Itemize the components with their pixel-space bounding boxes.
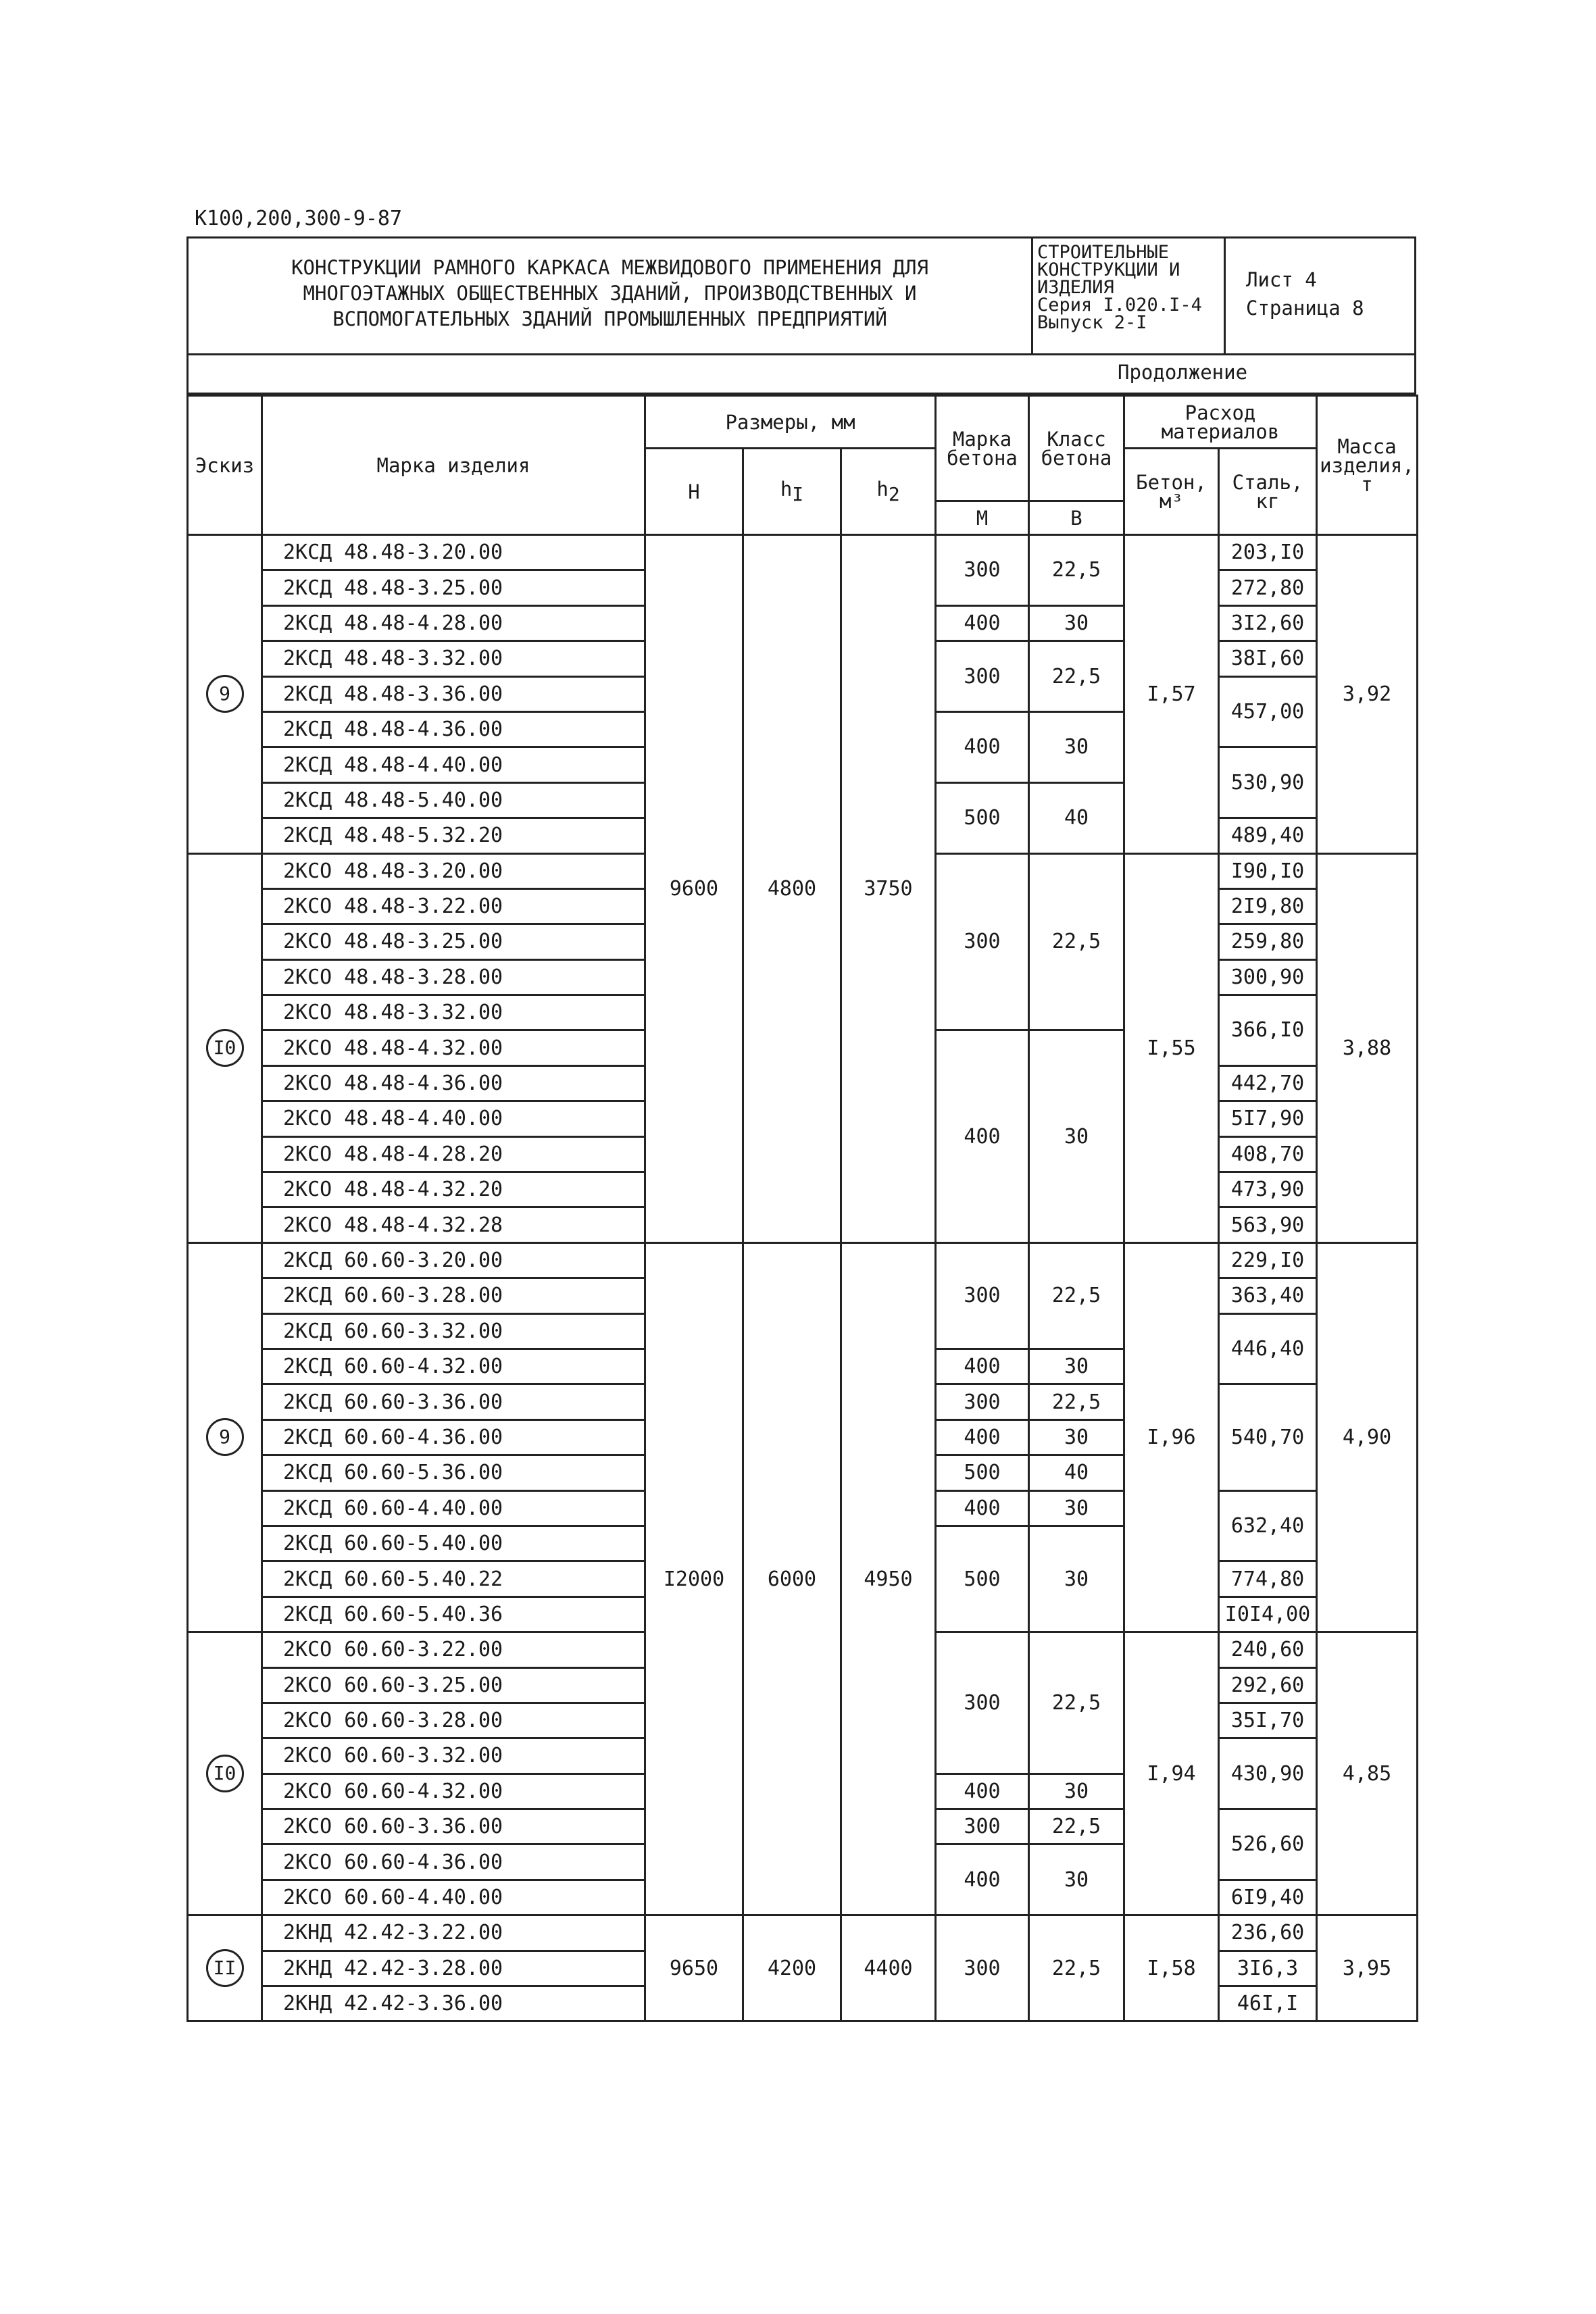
steel-mass: 457,00 [1219,676,1317,747]
title-block [186,236,1416,355]
product-mass: 3,88 [1317,853,1418,1242]
sketch-number-circle: I0 [206,1029,244,1067]
header-consumption: Расход материалов [1124,396,1317,449]
concrete-grade: 400 [936,1490,1029,1526]
concrete-grade: 300 [936,641,1029,712]
steel-mass: 35I,70 [1219,1703,1317,1738]
product-mark: 2КСД 48.48-5.32.20 [262,818,645,853]
product-mark: 2КСО 60.60-4.36.00 [262,1844,645,1880]
product-mark: 2КСД 60.60-3.36.00 [262,1384,645,1419]
product-mark: 2КСД 48.48-4.28.00 [262,605,645,640]
concrete-class: 30 [1029,1490,1124,1526]
steel-mass: 363,40 [1219,1278,1317,1313]
product-mark: 2КСД 48.48-3.20.00 [262,535,645,570]
concrete-class: 22,5 [1029,535,1124,606]
header-h2 [841,449,936,535]
steel-mass: 3I6,3 [1219,1951,1317,1986]
size-h2: 3750 [841,535,936,1243]
product-mark: 2КСД 60.60-3.20.00 [262,1242,645,1278]
sketch-cell [188,1632,262,1915]
product-mass: 4,90 [1317,1242,1418,1632]
concrete-grade: 300 [936,853,1029,1030]
products-table [186,395,1418,2022]
steel-mass: 473,90 [1219,1172,1317,1207]
concrete-class: 30 [1029,1030,1124,1242]
steel-mass: 430,90 [1219,1738,1317,1809]
steel-mass: 563,90 [1219,1207,1317,1242]
product-mark: 2КСД 48.48-3.25.00 [262,570,645,605]
steel-mass: 5I7,90 [1219,1101,1317,1136]
header-H: Н [645,449,743,535]
concrete-grade: 300 [936,535,1029,606]
table-row [188,535,1418,570]
series-line: ИЗДЕЛИЯ [1037,277,1114,298]
concrete-grade: 300 [936,1384,1029,1419]
header-class-unit: В [1029,501,1124,535]
sketch-number-circle: II [206,1949,244,1987]
table-row [188,1242,1418,1278]
sketch-number-circle: 9 [206,1418,244,1456]
product-mark: 2КСД 60.60-4.40.00 [262,1490,645,1526]
header-mass: Масса изделия, т [1317,396,1418,535]
steel-mass: 300,90 [1219,959,1317,995]
concrete-volume: I,57 [1124,535,1219,854]
product-mark: 2КСД 48.48-5.40.00 [262,782,645,818]
product-mark: 2КНД 42.42-3.28.00 [262,1951,645,1986]
header-class: Класс бетона [1029,396,1124,501]
product-mark: 2КСО 48.48-4.32.00 [262,1030,645,1065]
concrete-grade: 300 [936,1632,1029,1774]
steel-mass: 3I2,60 [1219,605,1317,640]
concrete-class: 22,5 [1029,1632,1124,1774]
product-mark: 2КСО 60.60-3.32.00 [262,1738,645,1774]
product-mark: 2КСД 60.60-5.40.36 [262,1596,645,1632]
document-title [189,238,1033,353]
header-h2-letter: h [876,477,889,501]
sketch-cell [188,1242,262,1632]
product-mark: 2КСО 60.60-3.28.00 [262,1703,645,1738]
series-line: Выпуск 2-I [1037,312,1147,333]
concrete-volume: I,96 [1124,1242,1219,1632]
product-mark: 2КСО 48.48-3.28.00 [262,959,645,995]
product-mark: 2КСО 48.48-4.40.00 [262,1101,645,1136]
product-mark: 2КСД 60.60-5.40.00 [262,1526,645,1561]
product-mark: 2КСД 60.60-5.40.22 [262,1561,645,1596]
concrete-grade: 500 [936,1455,1029,1490]
header-sizes: Размеры, мм [645,396,936,449]
product-mark: 2КСО 48.48-3.32.00 [262,995,645,1030]
product-mark: 2КСД 60.60-4.32.00 [262,1349,645,1384]
steel-mass: 446,40 [1219,1313,1317,1384]
product-mark: 2КСД 60.60-5.36.00 [262,1455,645,1490]
concrete-grade: 400 [936,1774,1029,1809]
steel-mass: 489,40 [1219,818,1317,853]
product-mass: 3,95 [1317,1915,1418,2021]
steel-mass: I0I4,00 [1219,1596,1317,1632]
concrete-grade: 400 [936,605,1029,640]
size-h2: 4400 [841,1915,936,2021]
concrete-class: 30 [1029,1419,1124,1455]
concrete-grade: 300 [936,1242,1029,1349]
page-number: Страница 8 [1246,297,1364,320]
sketch-cell [188,1915,262,2021]
product-mark: 2КСО 60.60-3.22.00 [262,1632,645,1667]
series-line: Серия I.020.I-4 [1037,295,1202,316]
steel-mass: 530,90 [1219,747,1317,818]
series-line: КОНСТРУКЦИИ И [1037,259,1180,280]
size-h1: 6000 [743,1242,841,1915]
concrete-class: 22,5 [1029,1915,1124,2021]
header-grade-unit: М [936,501,1029,535]
steel-mass: 292,60 [1219,1667,1317,1703]
product-mark: 2КСД 60.60-3.28.00 [262,1278,645,1313]
title-line: МНОГОЭТАЖНЫХ ОБЩЕСТВЕННЫХ ЗДАНИЙ, ПРОИЗВОДСТВЕННЫХ И [303,282,917,305]
header-h2-sub: 2 [888,482,900,505]
steel-mass: 6I9,40 [1219,1880,1317,1915]
sheet-info [1226,238,1414,353]
size-H: 9650 [645,1915,743,2021]
product-mark: 2КСО 60.60-4.32.00 [262,1774,645,1809]
product-mass: 3,92 [1317,535,1418,854]
product-mark: 2КСД 48.48-4.36.00 [262,711,645,747]
concrete-class: 22,5 [1029,853,1124,1030]
header-sketch: Эскиз [188,396,262,535]
title-line: КОНСТРУКЦИИ РАМНОГО КАРКАСА МЕЖВИДОВОГО ПРИМЕНЕНИЯ ДЛЯ [291,256,928,279]
concrete-grade: 400 [936,711,1029,782]
size-h2: 4950 [841,1242,936,1915]
concrete-volume: I,94 [1124,1632,1219,1915]
steel-mass: I90,I0 [1219,853,1317,888]
table-row [188,1915,1418,1951]
steel-mass: 203,I0 [1219,535,1317,570]
product-mark: 2КСО 60.60-3.36.00 [262,1809,645,1844]
product-mark: 2КСО 48.48-4.28.20 [262,1136,645,1172]
sheet-number: Лист 4 [1246,268,1317,291]
product-mark: 2КНД 42.42-3.36.00 [262,1986,645,2021]
product-mark: 2КСО 48.48-4.36.00 [262,1065,645,1101]
sketch-number-circle: I0 [206,1755,244,1792]
steel-mass: 240,60 [1219,1632,1317,1667]
product-mark: 2КСД 60.60-4.36.00 [262,1419,645,1455]
steel-mass: 259,80 [1219,924,1317,959]
concrete-grade: 500 [936,782,1029,853]
header-concrete: Бетон, м³ [1124,449,1219,535]
size-H: I2000 [645,1242,743,1915]
product-mark: 2КСО 60.60-4.40.00 [262,1880,645,1915]
header-h1-letter: h [780,477,793,501]
concrete-grade: 300 [936,1809,1029,1844]
document-code: К100,200,300-9-87 [195,207,403,230]
product-mark: 2КСД 48.48-3.32.00 [262,641,645,676]
product-mark: 2КСО 48.48-3.20.00 [262,853,645,888]
steel-mass: 46I,I [1219,1986,1317,2021]
concrete-class: 40 [1029,1455,1124,1490]
product-mark: 2КНД 42.42-3.22.00 [262,1915,645,1951]
concrete-class: 30 [1029,1349,1124,1384]
header-grade: Марка бетона [936,396,1029,501]
concrete-class: 22,5 [1029,1384,1124,1419]
steel-mass: 366,I0 [1219,995,1317,1066]
steel-mass: 408,70 [1219,1136,1317,1172]
header-mark: Марка изделия [262,396,645,535]
continuation-label: Продолжение [1118,361,1248,384]
product-mark: 2КСО 60.60-3.25.00 [262,1667,645,1703]
steel-mass: 272,80 [1219,570,1317,605]
product-mark: 2КСО 48.48-4.32.28 [262,1207,645,1242]
steel-mass: 442,70 [1219,1065,1317,1101]
series-info [1033,238,1226,353]
steel-mass: 229,I0 [1219,1242,1317,1278]
steel-mass: 632,40 [1219,1490,1317,1561]
series-line: СТРОИТЕЛЬНЫЕ [1037,242,1170,263]
steel-mass: 2I9,80 [1219,888,1317,924]
concrete-grade: 400 [936,1349,1029,1384]
size-H: 9600 [645,535,743,1243]
product-mark: 2КСО 48.48-3.25.00 [262,924,645,959]
title-line: ВСПОМОГАТЕЛЬНЫХ ЗДАНИЙ ПРОМЫШЛЕННЫХ ПРЕДПРИЯТИЙ [332,307,887,330]
concrete-class: 22,5 [1029,1809,1124,1844]
concrete-class: 40 [1029,782,1124,853]
concrete-class: 30 [1029,1774,1124,1809]
concrete-class: 30 [1029,711,1124,782]
product-mark: 2КСО 48.48-4.32.20 [262,1172,645,1207]
concrete-grade: 400 [936,1030,1029,1242]
concrete-grade: 300 [936,1915,1029,2021]
product-mark: 2КСО 48.48-3.22.00 [262,888,645,924]
steel-mass: 540,70 [1219,1384,1317,1490]
header-h1 [743,449,841,535]
sketch-number-circle: 9 [206,675,244,713]
concrete-grade: 400 [936,1844,1029,1915]
steel-mass: 774,80 [1219,1561,1317,1596]
product-mark: 2КСД 48.48-4.40.00 [262,747,645,782]
header-h1-sub: I [792,482,804,505]
product-mass: 4,85 [1317,1632,1418,1915]
sketch-cell [188,535,262,854]
concrete-grade: 400 [936,1419,1029,1455]
concrete-class: 22,5 [1029,641,1124,712]
size-h1: 4800 [743,535,841,1243]
concrete-class: 30 [1029,1844,1124,1915]
concrete-class: 30 [1029,1526,1124,1632]
product-mark: 2КСД 48.48-3.36.00 [262,676,645,711]
concrete-volume: I,55 [1124,853,1219,1242]
size-h1: 4200 [743,1915,841,2021]
concrete-grade: 500 [936,1526,1029,1632]
sketch-cell [188,853,262,1242]
steel-mass: 526,60 [1219,1809,1317,1880]
header-steel: Сталь, кг [1219,449,1317,535]
table-body [188,535,1418,2021]
continuation-row [186,355,1416,395]
concrete-class: 22,5 [1029,1242,1124,1349]
steel-mass: 38I,60 [1219,641,1317,676]
concrete-class: 30 [1029,605,1124,640]
concrete-volume: I,58 [1124,1915,1219,2021]
steel-mass: 236,60 [1219,1915,1317,1951]
product-mark: 2КСД 60.60-3.32.00 [262,1313,645,1349]
